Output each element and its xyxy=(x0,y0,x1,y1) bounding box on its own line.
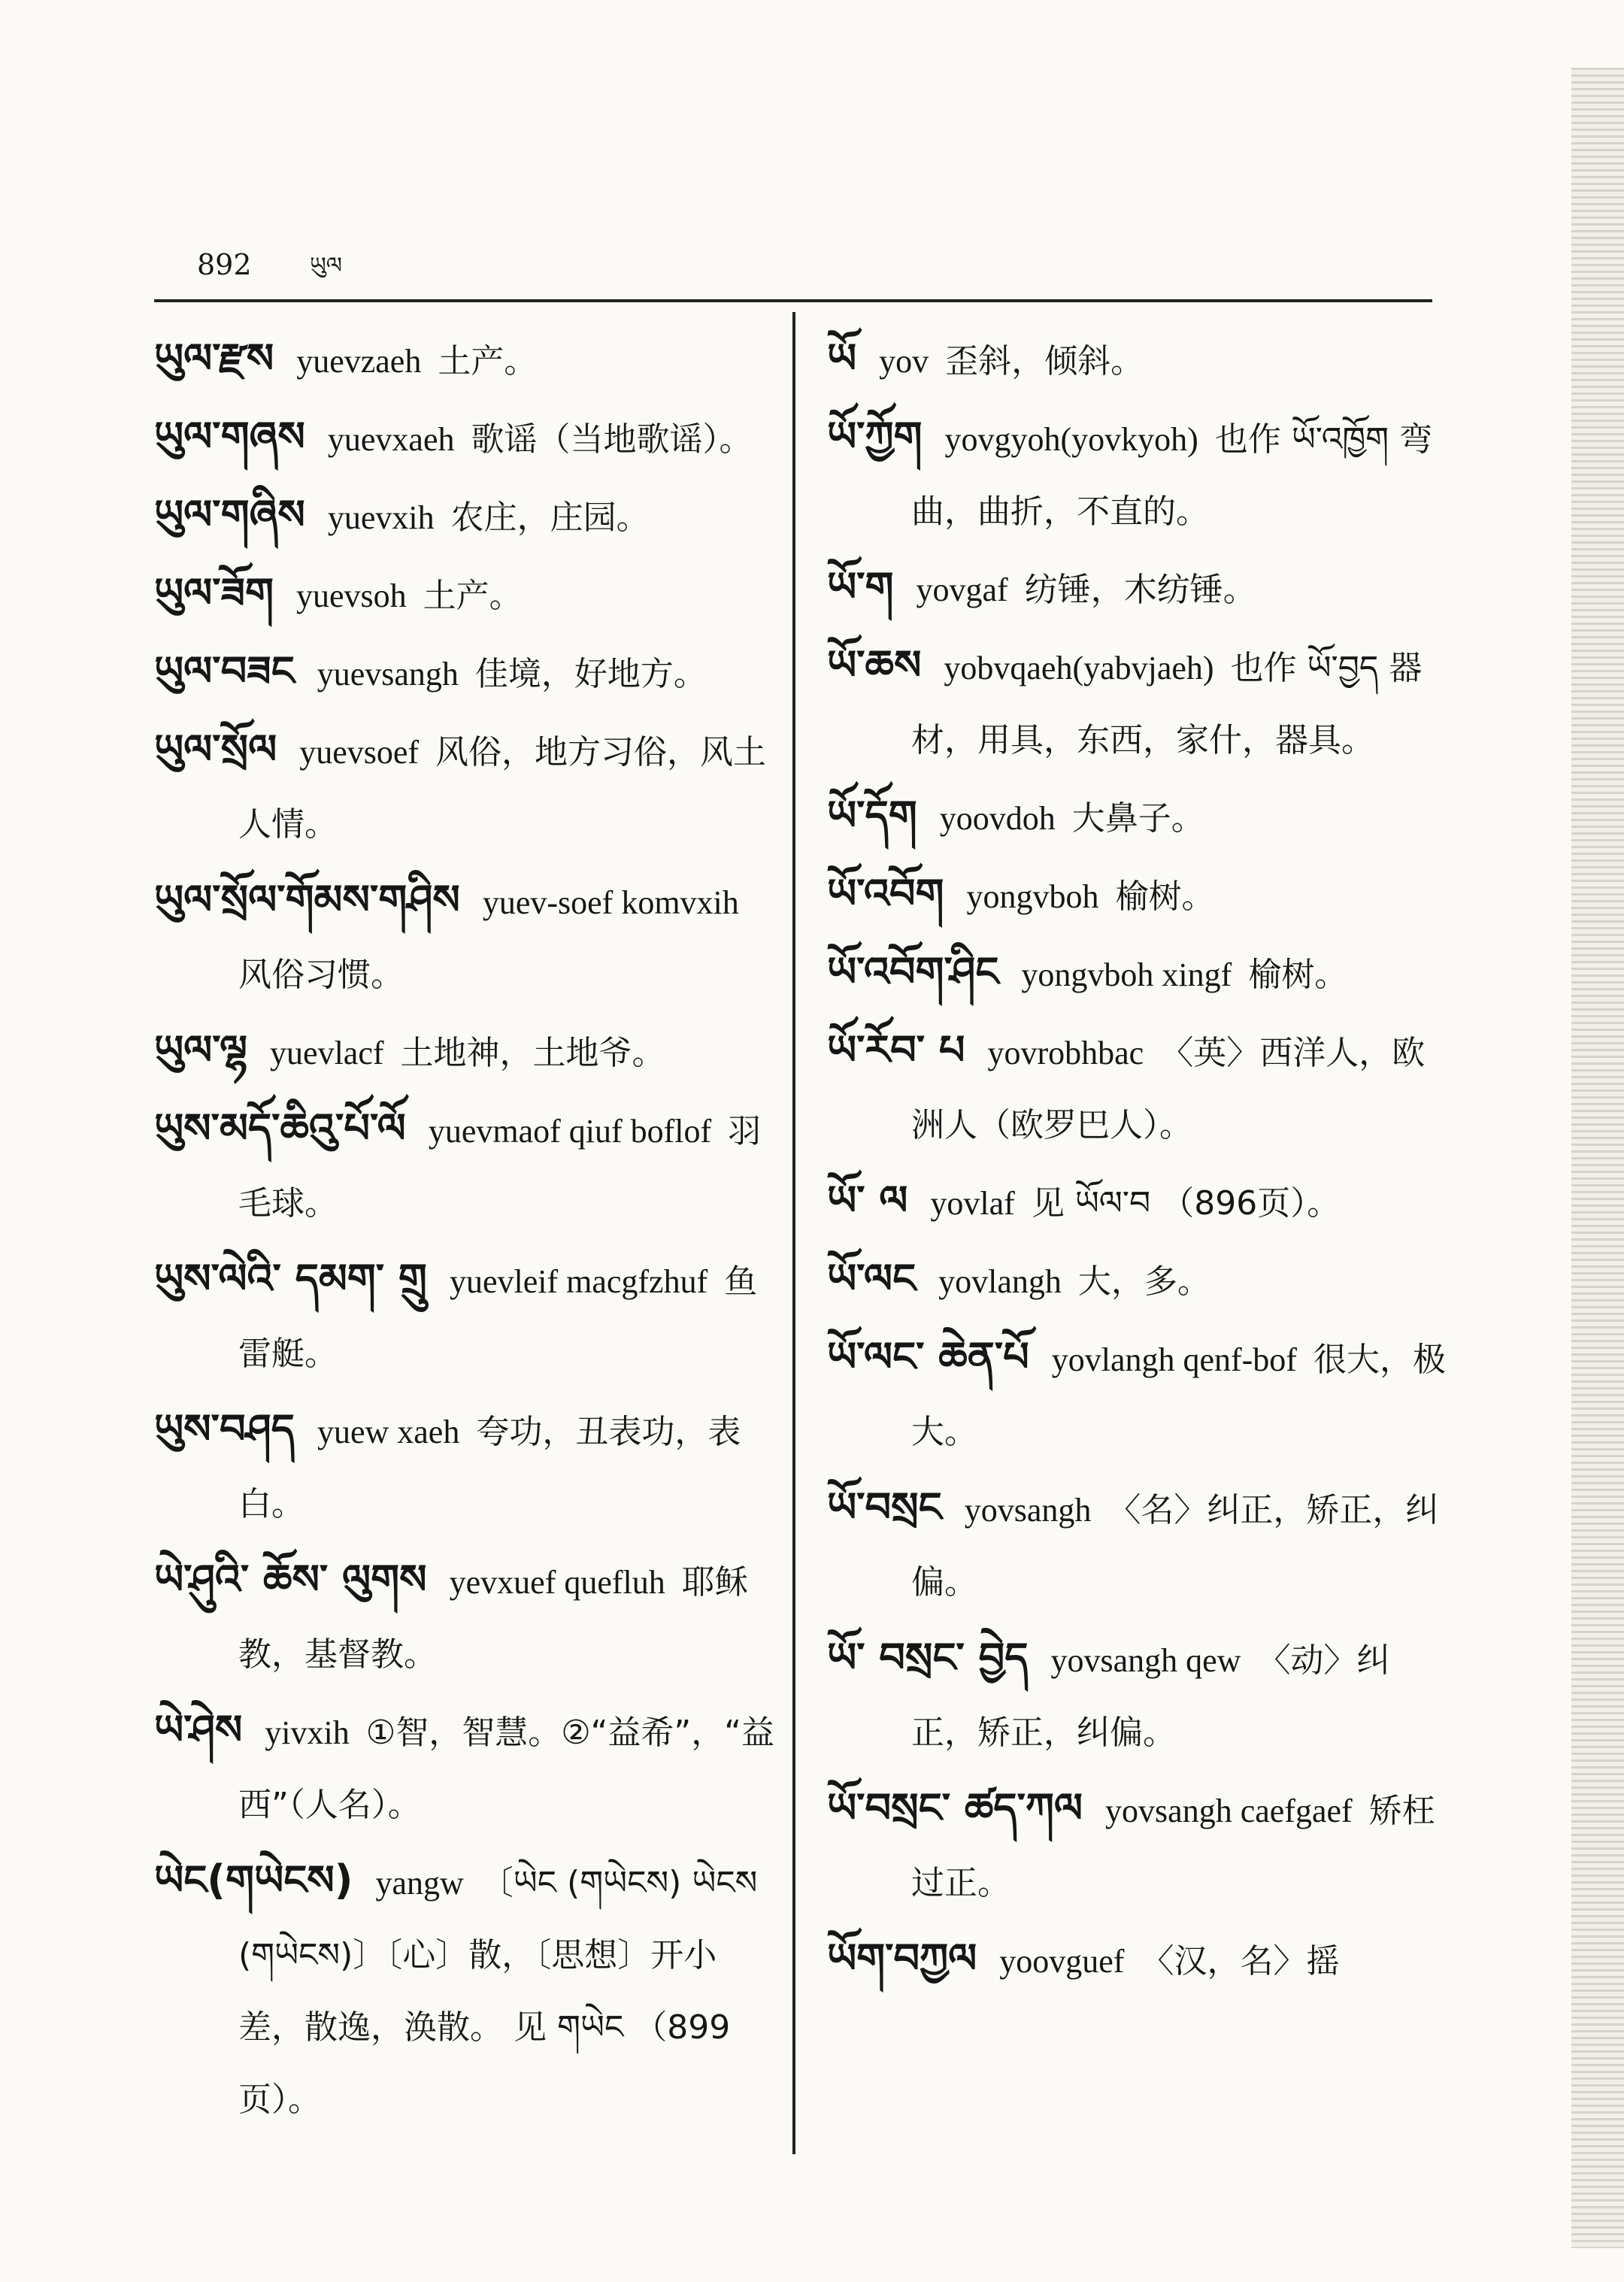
headword-tibetan: ཡུལ་ཟོག xyxy=(154,569,274,617)
definition: 矫枉过正。 xyxy=(911,1792,1435,1902)
headword-romanization: yuev-soef komvxih xyxy=(482,884,739,921)
dictionary-entry xyxy=(827,1322,1451,1468)
definition: 大，多。 xyxy=(1077,1262,1210,1301)
definition: 纺锤，木纺锤。 xyxy=(1024,571,1256,609)
dictionary-entry xyxy=(154,714,778,860)
headword-romanization: yuevlacf xyxy=(270,1035,384,1071)
dictionary-entry xyxy=(154,323,778,397)
headword-romanization: yangw xyxy=(375,1865,464,1902)
headword-tibetan: ཡུལ་སྲོལ xyxy=(154,726,277,773)
definition: 也作 ཡོ་འཁྱོག 弯曲，曲折，不直的。 xyxy=(911,420,1433,531)
dictionary-entry xyxy=(827,402,1451,547)
dictionary-entry xyxy=(827,630,1451,776)
headword-romanization: yovrobhbac xyxy=(987,1035,1144,1071)
headword-romanization: yuevmaof qiuf boflof xyxy=(428,1113,712,1150)
header-rule xyxy=(154,299,1432,302)
headword-tibetan: ཡུས་མདོ་ཆིའུ་པོ་ལོ xyxy=(154,1105,406,1152)
dictionary-entry xyxy=(154,558,778,632)
headword-tibetan: ཡོ་བསྲང་ ཚད་ཀལ xyxy=(827,1784,1083,1832)
headword-romanization: yivxih xyxy=(265,1714,350,1751)
headword-romanization: yovsangh caefgaef xyxy=(1105,1793,1353,1829)
dictionary-entry xyxy=(154,480,778,553)
headword-tibetan: ཡོ་ བསྲང་ བྱེད xyxy=(827,1634,1029,1681)
definition: 大鼻子。 xyxy=(1071,799,1204,838)
definition: 也作 ཡོ་བྱད 器材，用具，东西，家什，器具。 xyxy=(911,649,1423,759)
headword-romanization: yovgaf xyxy=(916,571,1008,608)
headword-tibetan: ཡོ་བསྲང xyxy=(827,1483,942,1531)
dictionary-entry xyxy=(827,1244,1451,1317)
headword-tibetan: ཡེང(གཡེངས) xyxy=(154,1856,353,1904)
headword-romanization: yoovguef xyxy=(999,1943,1125,1980)
headword-romanization: yuevxaeh xyxy=(327,421,455,458)
headword-romanization: yobvqaeh(yabvjaeh) xyxy=(944,650,1214,686)
definition: 鱼雷艇。 xyxy=(238,1262,758,1373)
definition: 夸功，丑表功，表白。 xyxy=(238,1413,741,1523)
dictionary-entry xyxy=(827,1165,1451,1239)
definition: 土地神，土地爷。 xyxy=(400,1034,665,1072)
right-column xyxy=(827,323,1451,2002)
headword-tibetan: ཡེ་ཤུའི་ ཆོས་ ལུགས xyxy=(154,1556,427,1603)
headword-romanization: yuevzaeh xyxy=(296,343,422,380)
dictionary-entry xyxy=(154,1244,778,1390)
page-number: 892 xyxy=(197,248,252,281)
dictionary-entry xyxy=(154,1394,778,1540)
headword-tibetan: ཡུས་ལེའི་ དམག་ གྲུ xyxy=(154,1255,427,1302)
headword-tibetan: ཡེ་ཤེས xyxy=(154,1706,243,1753)
headword-tibetan: ཡོ་འབོག xyxy=(827,870,944,917)
dictionary-entry xyxy=(154,1544,778,1690)
headword-tibetan: ཡོ་ལང་ ཆེན་པོ xyxy=(827,1333,1029,1380)
definition: 〈汉，名〉摇 xyxy=(1141,1942,1340,1980)
dictionary-entry xyxy=(827,1472,1451,1618)
definition: 歌谣（当地歌谣）。 xyxy=(471,420,753,459)
headword-romanization: yovsangh xyxy=(964,1492,1092,1529)
headword-romanization: yoovdoh xyxy=(939,800,1056,837)
headword-tibetan: ཡུལ་གཞས xyxy=(154,413,305,460)
dictionary-entry xyxy=(827,937,1451,1011)
headword-tibetan: ཡོ་རོབ་ པ xyxy=(827,1026,965,1074)
dictionary-entry xyxy=(154,1845,778,2135)
dictionary-entry xyxy=(154,402,778,475)
headword-tibetan: ཡོ་དོག xyxy=(827,792,917,839)
definition: 〈动〉纠正，矫正，纠偏。 xyxy=(911,1641,1390,1752)
headword-tibetan: ཡོ xyxy=(827,335,857,382)
definition: 〔ཡེང (གཡེངས) ཡེངས (གཡེངས)〕〔心〕散，〔思想〕开小差，散逸，涣散。 见 གཡེང （899页）。 xyxy=(238,1864,758,2119)
headword-tibetan: ཡུས་བཤད xyxy=(154,1405,295,1453)
definition: 榆树。 xyxy=(1115,877,1215,916)
headword-romanization: yuevxih xyxy=(327,499,435,536)
definition: 见 ཡོལ་བ （896页）。 xyxy=(1031,1184,1341,1223)
definition: 羽毛球。 xyxy=(238,1112,762,1223)
headword-romanization: yongvboh xingf xyxy=(1021,956,1232,993)
definition: 土产。 xyxy=(423,577,523,615)
dictionary-entry xyxy=(827,859,1451,932)
headword-tibetan: ཡོ་ག xyxy=(827,563,894,611)
headword-tibetan: ཡོ་འབོག་ཤིང xyxy=(827,948,999,996)
definition: 歪斜，倾斜。 xyxy=(945,342,1144,380)
dictionary-entry xyxy=(827,1623,1451,1768)
headword-tibetan: ཡོག་བཀྱལ xyxy=(827,1935,977,1982)
definition: 佳境，好地方。 xyxy=(474,655,707,693)
definition: 风俗习惯。 xyxy=(238,956,404,994)
headword-tibetan: ཡུལ་རྫས xyxy=(154,335,274,382)
definition: 〈名〉纠正，矫正，纠偏。 xyxy=(911,1491,1439,1602)
headword-tibetan: ཡོ་ ལ xyxy=(827,1177,908,1224)
headword-tibetan: ཡུལ་སྲོལ་གོམས་གཤིས xyxy=(154,876,460,923)
definition: 耶稣教，基督教。 xyxy=(238,1563,748,1674)
definition: ①智，智慧。②“益希”，“益西”（人名）。 xyxy=(238,1714,775,1824)
definition: 榆树。 xyxy=(1248,956,1348,994)
definition: 农庄，庄园。 xyxy=(450,499,650,537)
headword-tibetan: ཡོ་ཆས xyxy=(827,641,922,689)
definition: 土产。 xyxy=(438,342,538,380)
headword-romanization: yuew xaeh xyxy=(317,1414,460,1450)
dictionary-entry xyxy=(827,1923,1451,1997)
headword-romanization: yuevsoh xyxy=(295,577,407,614)
dictionary-entry xyxy=(154,865,778,1011)
definition: 〈英〉西洋人，欧洲人（欧罗巴人）。 xyxy=(911,1034,1426,1144)
headword-romanization: yov xyxy=(879,343,929,380)
headword-romanization: yovsangh qew xyxy=(1050,1642,1241,1679)
dictionary-entry xyxy=(154,1093,778,1239)
headword-romanization: yuevleif macgfzhuf xyxy=(449,1263,708,1300)
headword-romanization: yuevsangh xyxy=(317,656,459,692)
dictionary-entry xyxy=(154,1015,778,1089)
dictionary-entry xyxy=(827,1773,1451,1919)
headword-romanization: yovgyoh(yovkyoh) xyxy=(944,421,1198,458)
dictionary-entry xyxy=(154,636,778,710)
page-edge xyxy=(1571,68,1624,2248)
column-divider xyxy=(792,312,795,2154)
dictionary-entry xyxy=(827,323,1451,397)
headword-romanization: yovlaf xyxy=(930,1185,1015,1222)
headword-romanization: yuevsoef xyxy=(299,734,420,771)
left-column xyxy=(154,323,778,2140)
headword-romanization: yongvboh xyxy=(966,878,1099,915)
headword-romanization: yovlangh xyxy=(938,1263,1062,1300)
dictionary-entry xyxy=(827,780,1451,854)
definition: 很大，极大。 xyxy=(911,1341,1446,1451)
headword-tibetan: ཡུལ་བཟང xyxy=(154,647,295,695)
dictionary-entry xyxy=(154,1695,778,1841)
dictionary-entry xyxy=(827,1015,1451,1161)
headword-romanization: yevxuef quefluh xyxy=(449,1564,665,1601)
headword-tibetan: ཡུལ་ལྷ xyxy=(154,1026,248,1074)
headword-tibetan: ཡོ་ཀྱོག xyxy=(827,413,923,460)
headword-romanization: yovlangh qenf-bof xyxy=(1051,1341,1297,1378)
headword-tibetan: ཡུལ་གཞིས xyxy=(154,491,305,538)
headword-tibetan: ཡོ་ལང xyxy=(827,1255,917,1302)
dictionary-entry xyxy=(827,552,1451,626)
definition: 风俗，地方习俗，风土人情。 xyxy=(238,733,767,844)
running-head: ཡུལ xyxy=(310,253,342,279)
